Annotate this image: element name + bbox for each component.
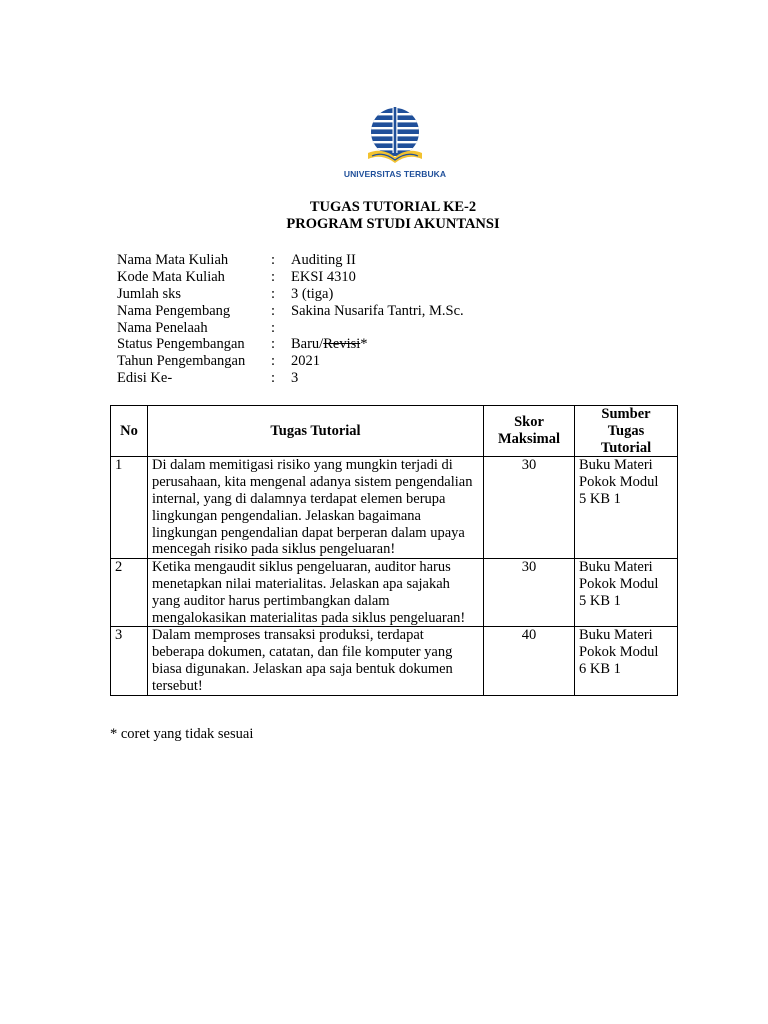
cell-tugas: Dalam memproses transaksi produksi, terdapat beberapa dokumen, catatan, dan file komputer yang biasa digunakan. Jelaskan apa saja bentuk dokumen tersebut! [148, 627, 484, 695]
university-emblem-icon [362, 103, 428, 169]
info-separator: : [271, 268, 276, 285]
cell-sumber [575, 627, 678, 695]
info-separator: : [271, 302, 276, 319]
logo-text: UNIVERSITAS TERBUKA [343, 169, 447, 179]
info-separator: : [271, 336, 276, 353]
title-line-1: TUGAS TUTORIAL KE-2 [309, 199, 477, 215]
info-label: Nama Penelaah [117, 319, 208, 336]
header-sumber [575, 406, 678, 457]
cell-tugas: Di dalam memitigasi risiko yang mungkin terjadi di perusahaan, kita mengenal adanya sistem pengendalian internal, yang di dalamnya terdapat elemen berupa lingkungan pengendalian. Jelaskan bagaimana lingkungan pengendalian dapat berperan dalam upaya mencegah risiko pada siklus pengeluaran! [148, 457, 484, 559]
table-row [111, 627, 678, 695]
cell-skor: 40 [484, 627, 575, 695]
cell-skor: 30 [484, 457, 575, 559]
info-separator: : [271, 353, 276, 370]
info-value: Auditing II [291, 252, 356, 268]
header-no: No [111, 406, 148, 457]
cell-sumber [575, 559, 678, 627]
info-value: Sakina Nusarifa Tantri, M.Sc. [291, 302, 464, 319]
info-label: Status Pengembangan [117, 336, 245, 353]
info-label: Tahun Pengembangan [117, 353, 246, 370]
document-title [0, 199, 768, 233]
title-line-2: PROGRAM STUDI AKUNTANSI [286, 216, 500, 232]
cell-tugas: Ketika mengaudit siklus pengeluaran, auditor harus menetapkan nilai materialitas. Jelaskan apa sajakah yang auditor harus pertimbangkan dalam mengalokasikan materialitas pada siklus pengeluaran! [148, 559, 484, 627]
cell-sumber-text: Buku Materi Pokok Modul 5 KB 1 [579, 457, 659, 507]
header-skor [484, 406, 575, 457]
table-row [111, 559, 678, 627]
status-revisi-struck: Revisi [323, 336, 361, 353]
info-label: Edisi Ke- [117, 370, 173, 387]
tutorial-task-table [110, 405, 678, 696]
header-skor-text: Skor Maksimal [497, 414, 561, 448]
cell-no: 2 [111, 559, 148, 627]
info-value: 3 (tiga) [291, 285, 334, 302]
info-separator: : [271, 252, 276, 268]
header-tugas: Tugas Tutorial [148, 406, 484, 457]
cell-no: 3 [111, 627, 148, 695]
info-label: Kode Mata Kuliah [117, 268, 225, 285]
info-label: Nama Pengembang [117, 302, 231, 319]
info-separator: : [271, 319, 276, 336]
cell-sumber-text: Buku Materi Pokok Modul 5 KB 1 [579, 559, 659, 609]
info-value: 3 [291, 370, 299, 387]
table-row [111, 457, 678, 559]
info-separator: : [271, 370, 276, 387]
info-value: EKSI 4310 [291, 268, 356, 285]
cell-sumber [575, 457, 678, 559]
table-header-row [111, 406, 678, 457]
status-asterisk: * [360, 336, 368, 353]
universitas-terbuka-logo [340, 103, 450, 183]
info-label: Nama Mata Kuliah [117, 252, 229, 268]
info-value: 2021 [291, 353, 320, 370]
cell-sumber-text: Buku Materi Pokok Modul 6 KB 1 [579, 627, 659, 677]
status-baru: Baru/ [291, 336, 324, 353]
info-value [291, 336, 368, 353]
footnote: * coret yang tidak sesuai [110, 726, 254, 742]
cell-no: 1 [111, 457, 148, 559]
cell-skor: 30 [484, 559, 575, 627]
info-label: Jumlah sks [117, 285, 182, 302]
header-sumber-text: Sumber Tugas Tutorial [600, 406, 652, 456]
info-separator: : [271, 285, 276, 302]
